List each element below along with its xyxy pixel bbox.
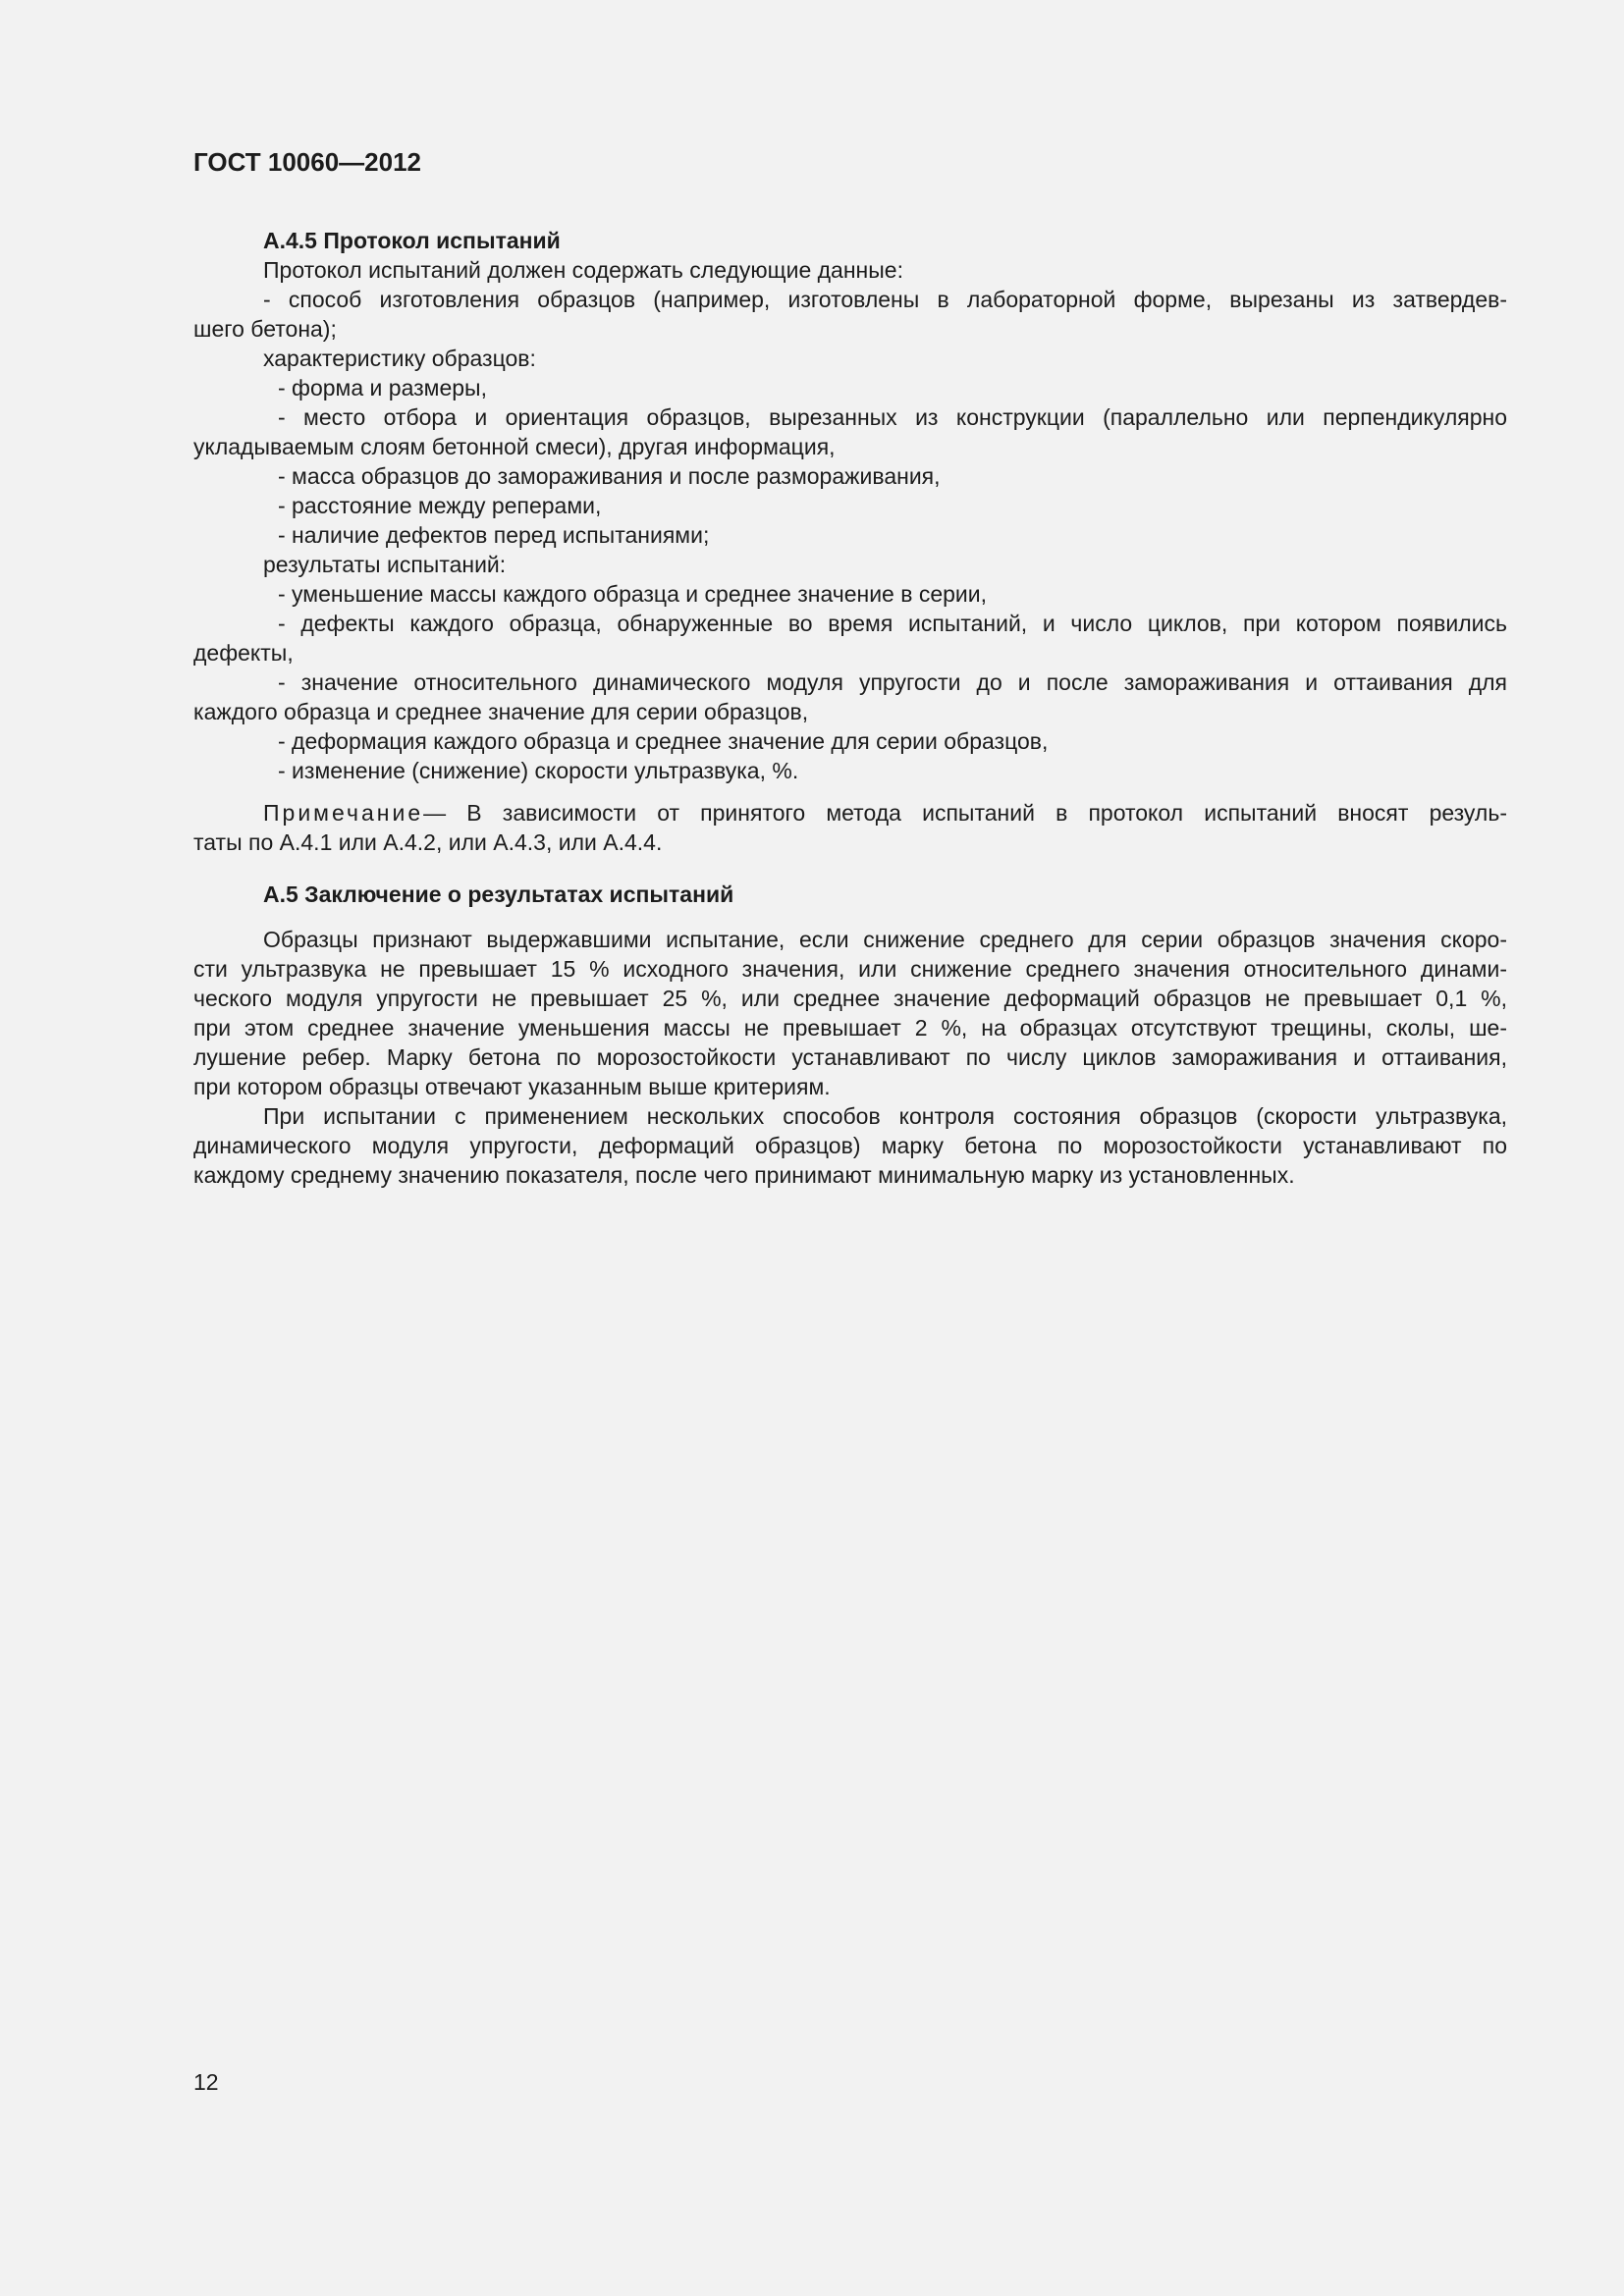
text-line: - место отбора и ориентация образцов, вырезанных из конструкции (параллельно или перпендикулярно [278,404,1507,430]
text-line: - деформация каждого образца и среднее значение для серии образцов, [278,728,1049,754]
text-line: дефекты, [193,640,294,666]
section-heading: А.5 Заключение о результатах испытаний [263,881,734,907]
page-number: 12 [193,2069,219,2095]
text-line: Протокол испытаний должен содержать следующие данные: [263,257,903,283]
text-line: - расстояние между реперами, [278,493,602,518]
text-line: ческого модуля упругости не превышает 25 %, или среднее значение деформаций образцов не превышает 0,1 %, [193,986,1507,1011]
text-line: каждого образца и среднее значение для серии образцов, [193,699,809,724]
text-line: каждому среднему значению показателя, после чего принимают минимальную марку из установленных. [193,1162,1295,1188]
text-line: Образцы признают выдержавшими испытание, если снижение среднего для серии образцов значения скоро- [263,927,1507,952]
note-line: таты по А.4.1 или А.4.2, или А.4.3, или А.4.4. [193,829,663,855]
text-line: динамического модуля упругости, деформаций образцов) марку бетона по морозостойкости устанавливают по [193,1133,1507,1158]
section-a5 [193,925,1507,1190]
document-code: ГОСТ 10060—2012 [193,147,421,177]
text-line: сти ультразвука не превышает 15 % исходного значения, или снижение среднего значения относительного динами- [193,956,1507,982]
text-line: укладываемым слоям бетонной смеси), другая информация, [193,434,836,459]
note-line [193,798,1507,828]
text-line: характеристику образцов: [263,346,536,371]
section-a5-heading-block [193,880,1507,909]
text-line: - дефекты каждого образца, обнаруженные во время испытаний, и число циклов, при котором появились [278,611,1507,636]
text-line: при котором образцы отвечают указанным выше критериям. [193,1074,831,1099]
text-line: шего бетона); [193,316,337,342]
text-line: При испытании с применением нескольких способов контроля состояния образцов (скорости ультразвука, [263,1103,1507,1129]
text-line: - форма и размеры, [278,375,487,400]
text-line: лушение ребер. Марку бетона по морозостойкости устанавливают по числу циклов замораживания и оттаивания, [193,1044,1507,1070]
section-heading: А.4.5 Протокол испытаний [263,228,561,253]
text-line: - изменение (снижение) скорости ультразвука, %. [278,758,799,783]
text-line: результаты испытаний: [263,552,507,577]
text-line: - значение относительного динамического модуля упругости до и после замораживания и оттаивания для [278,669,1507,695]
text-line: при этом среднее значение уменьшения массы не превышает 2 %, на образцах отсутствуют трещины, сколы, ше- [193,1015,1507,1041]
section-a45 [193,226,1507,785]
text-line: - масса образцов до замораживания и после размораживания, [278,463,941,489]
text-line: - уменьшение массы каждого образца и среднее значение в серии, [278,581,988,607]
note [193,798,1507,857]
note-label: Примечание [263,800,424,826]
text-line: - наличие дефектов перед испытаниями; [278,522,710,548]
text-line: - способ изготовления образцов (например, изготовлены в лабораторной форме, вырезаны из затвердев- [263,287,1507,312]
note-text: — В зависимости от принятого метода испытаний в протокол испытаний вносят резуль- [423,800,1507,826]
